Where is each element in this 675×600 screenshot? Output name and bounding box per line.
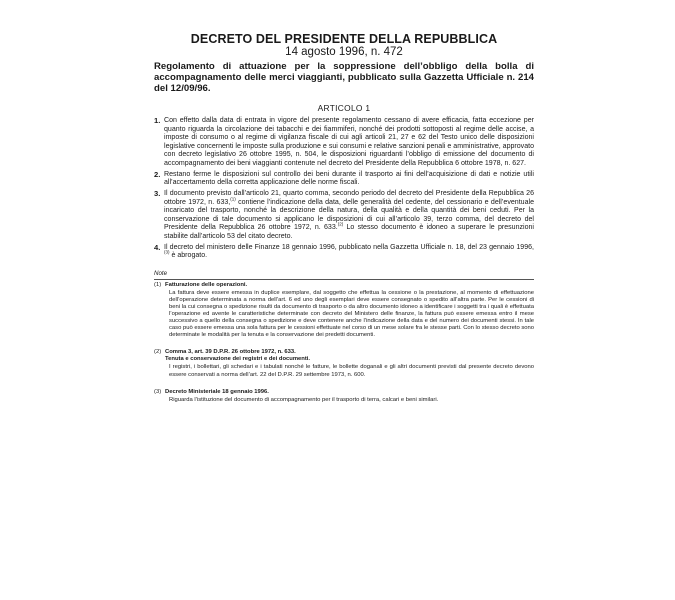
note-3 [154,389,534,404]
comma-text [164,190,534,241]
comma-text-part: Il documento previsto dall’articolo 21, quarto comma, secondo periodo del decreto del Presidente della Repubblica 26 ottobre 1972, n. 633, [164,190,534,206]
comma-text [164,244,534,261]
comma-text: Restano ferme le disposizioni sul controllo dei beni durante il trasporto ai fini dell’acquisizione di dati e notizie utili all’accertamento della corretta applicazione delle norme fiscali. [164,170,534,186]
comma-text-part: Il decreto del ministero delle Finanze 18 gennaio 1996, pubblicato nella Gazzetta Ufficiale n. 18, del 23 gennaio 1996, [164,243,534,251]
comma-text-part: è abrogato. [169,252,208,259]
article-comma-3 [154,190,534,241]
notes-label: Note [154,269,168,277]
article-heading: ARTICOLO 1 [317,103,371,113]
comma-number: 4. [154,242,161,252]
note-title: Comma 3, art. 39 D.P.R. 26 ottobre 1972, n. 633. [165,349,296,356]
note-reference-1[interactable]: (1) [230,196,236,202]
comma-text: Con effetto dalla data di entrata in vigore del presente regolamento cessano di avere efficacia, fatta eccezione per quanto riguarda la circolazione dei tabacchi e dei fiammiferi, nonché dei prodotti sottoposti al regime delle accise, a imposte di consumo o al regime di vigilanza fiscale di cui agli articoli 21, 27 e 62 del Testo unico delle disposizioni legislative concernenti le imposte sulla produzione e sui consumi e relative sanzioni penali e amministrative, approvato con decreto legislativo 26 ottobre 1995, n. 504, le disposizioni riguardanti l’obbligo di emissione del documento di accompagnamento dei beni viaggianti contenute nel decreto del Presidente della Repubblica 6 ottobre 1978, n. 627. [164,117,534,167]
note-body [165,349,534,378]
note-reference-3[interactable]: (3) [164,249,170,255]
notes-divider [154,279,534,280]
decree-date: 14 agosto 1996, n. 472 [285,46,403,58]
note-text: I registri, i bollettari, gli schedari e i tabulati nonché le fatture, le bollette doganali e gli altri documenti previsti dal presente decreto devono essere conservati a norma dell’art. 22 del D.P.R. 29 settembre 1973, n. 600. [169,364,534,378]
note-body [165,282,534,340]
article-comma-1 [154,117,534,168]
note-text: Riguarda l’istituzione del documento di accompagnamento per il trasporto di terra, calcari e beni similari. [169,396,439,403]
comma-number: 2. [154,169,161,179]
note-number: (2) [154,349,162,356]
note-title: Decreto Ministeriale 18 gennaio 1996. [165,388,269,395]
comma-number: 3. [154,189,161,198]
note-body [165,389,534,404]
comma-text-part: contiene l’indicazione della data, delle generalità del cedente, del cessionario e dell’eventuale incaricato del trasporto, nonché la descrizione della natura, della qualità e della quantità dei beni ceduti. Per la conservazione di tale documento si applicano le disposizioni di cui all’articolo 39, terzo comma, del decreto del Presidente della Repubblica 26 ottobre 1972, n. 633. [164,198,534,231]
decree-page [154,32,534,404]
decree-title: DECRETO DEL PRESIDENTE DELLA REPUBBLICA [190,32,498,46]
note-subtitle: Tenuta e conservazione dei registri e dei documenti. [165,356,311,363]
article-comma-4 [154,244,534,261]
note-1 [154,282,534,340]
article-comma-2 [154,171,534,188]
comma-text-part: Lo stesso documento è idoneo a superare le presunzioni stabilite dall’articolo 53 del citato decreto. [164,224,534,240]
note-2 [154,349,534,378]
decree-subtitle: Regolamento di attuazione per la soppressione dell’obbligo della bolla di accompagnamento delle merci viaggianti, pubblicato sulla Gazzetta Ufficiale n. 214 del 12/09/96. [154,61,534,94]
note-number: (3) [154,388,162,395]
note-reference-2[interactable]: (2) [337,221,344,227]
note-title: Fatturazione delle operazioni. [165,281,248,288]
comma-number: 1. [154,116,161,125]
note-number: (1) [154,281,162,288]
note-text: La fattura deve essere emessa in duplice esemplare, dal soggetto che effettua la cessione o la prestazione, al momento di effettuazione dell’operazione determinata a norma dell’art. 6 ed uno degli esemplari deve essere consegnato o spedito all’altra parte. Per le cessioni di beni la cui consegna o spedizione risulti da documento di trasporto o da altro documento idoneo a identificare i soggetti tra i quali è effettuata l’operazione ed avente le caratteristiche determinate con decreto del Ministero delle finanze, la fattura può essere emessa entro il mese successivo a quello della consegna o spedizione e deve contenere anche l’indicazione della data e del numero dei documenti stessi. In tale caso può essere emessa una sola fattura per le cessioni effettuate nel corso di un mese solare fra le stesse parti. Con lo stesso decreto sono determinate le modalità per la tenuta e la conservazione dei predetti documenti. [169,289,535,339]
